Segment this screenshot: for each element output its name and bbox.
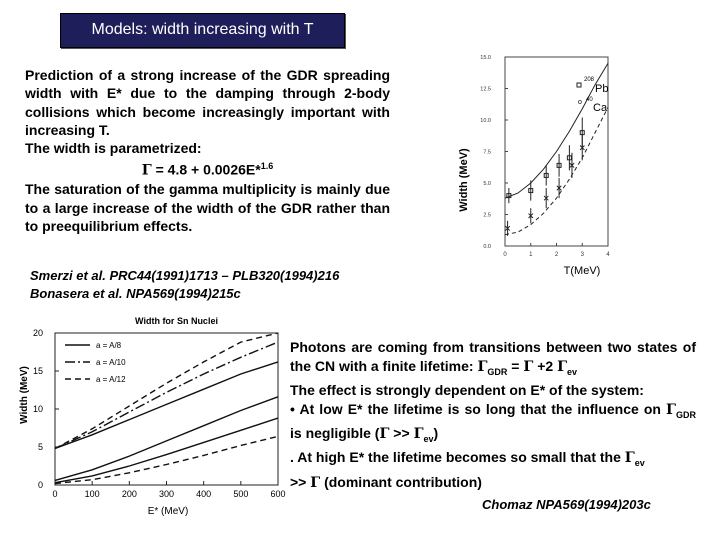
- x-tick-label: 0: [52, 489, 58, 499]
- x-tick-label: 3: [580, 252, 584, 258]
- legend-label: a = A/12: [96, 375, 126, 384]
- reference-line-1: Smerzi et al. PRC44(1991)1713 – PLB320(1994)216: [30, 268, 340, 283]
- x-tick-label: 2: [554, 252, 559, 258]
- legend-label-pb: Pb: [595, 83, 609, 95]
- reference-line-2: Bonasera et al. NPA569(1994)215c: [30, 286, 241, 301]
- x-axis-label: T(MeV): [563, 265, 601, 277]
- prediction-text: Prediction of a strong increase of the GDR spreading width with E* due to the damping through 2-body collisions which become increasingly important with increasing T.: [25, 67, 390, 138]
- parametrized-text: The width is parametrized:: [25, 140, 202, 157]
- y-tick-label: 10: [32, 404, 43, 414]
- photons-paragraph: Photons are coming from transitions between two states of the CN with a finite lifetime: $\Gamma_{GDR} = \Gamma +2$ $\Gamma_{ev}$ The effect is strongly dependent on E* of the system: • At low E* the lifetime is so long that the influence on $\Gamma_{GDR}$ is negligible $(\Gamma >> \Gamma_{ev})$ . At high E* the lifetime becomes so small that the $\Gamma_{ev}$ >> Γ (dominant contribution): [290, 339, 696, 491]
- x-tick-label: 100: [84, 489, 100, 499]
- series-line: [55, 342, 278, 448]
- y-tick-label: 7.5: [483, 149, 491, 156]
- y-tick-label: 0.0: [483, 244, 491, 250]
- y-tick-label: 15.0: [480, 55, 491, 61]
- legend-marker-circle: o: [578, 99, 582, 106]
- chart-title: Width for Sn Nuclei: [135, 316, 218, 326]
- series-line: [55, 418, 278, 483]
- x-axis-label: E* (MeV): [147, 506, 189, 517]
- x-tick-label: 500: [233, 489, 249, 499]
- width-formula: Γ = 4.8 + 0.0026E*$^{1.6}$: [141, 161, 274, 180]
- y-tick-label: 0: [37, 480, 43, 490]
- slide-title: Models: width increasing with T: [91, 21, 314, 38]
- reference-chomaz: Chomaz NPA569(1994)203c: [482, 497, 651, 512]
- x-tick-label: 300: [158, 489, 175, 499]
- x-tick-label: 1: [529, 252, 533, 258]
- y-tick-label: 10.0: [480, 118, 491, 124]
- saturation-text: The saturation of the gamma multiplicity is mainly due to a large increase of the width of the GDR rather than to preequilibrium effects.: [25, 181, 390, 235]
- series-line: [55, 333, 278, 449]
- y-tick-label: 15: [32, 366, 43, 376]
- y-tick-label: 2.5: [483, 212, 491, 219]
- y-axis-label: Width (MeV): [19, 366, 30, 424]
- y-axis-label: Width (MeV): [458, 148, 470, 212]
- y-tick-label: 5.0: [483, 181, 491, 187]
- legend-sup-ca: 40: [586, 97, 593, 103]
- x-tick-label: 200: [121, 489, 137, 499]
- x-tick-label: 4: [606, 252, 610, 258]
- legend-label: a = A/8: [96, 341, 122, 350]
- series-line: [55, 362, 278, 449]
- y-tick-label: 5: [37, 442, 43, 452]
- x-tick-label: 0: [503, 252, 507, 258]
- y-tick-label: 12.5: [480, 86, 491, 93]
- x-tick-label: 600: [270, 489, 286, 499]
- x-tick-label: 400: [196, 489, 212, 499]
- legend-sup-pb: 208: [584, 77, 595, 83]
- legend-label-ca: Ca: [593, 102, 608, 114]
- y-tick-label: 20: [32, 328, 43, 338]
- legend-label: a = A/10: [96, 358, 126, 367]
- series-line: [55, 397, 278, 481]
